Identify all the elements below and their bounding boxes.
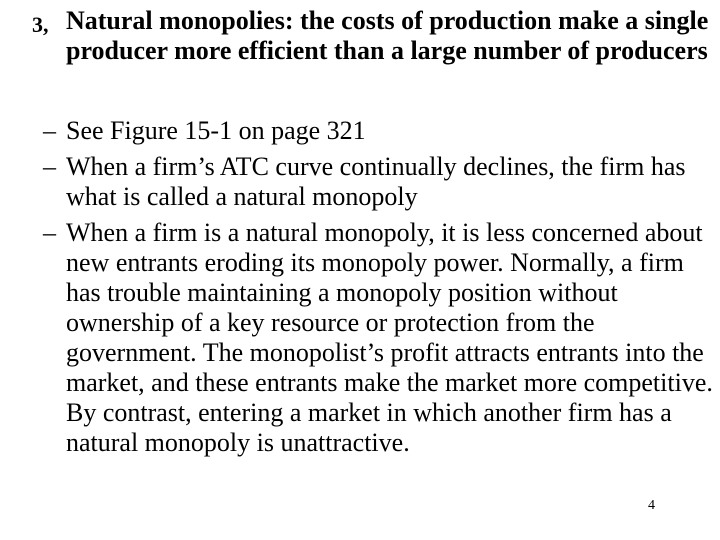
dash-bullet: – [43, 152, 56, 181]
slide-number: 4 [648, 498, 655, 513]
main-point-text: Natural monopolies: the costs of production make a single producer more efficient than a large number of producers [66, 6, 709, 65]
sub-point-list [43, 116, 713, 458]
main-point [32, 6, 712, 66]
sub-point-text: When a firm is a natural monopoly, it is less concerned about new entrants eroding its monopoly power. Normally, a firm has trouble maintaining a monopoly position without ownership of a key resource or protection from the government. The monopolist’s profit attracts entrants into the market, and these entrants make the market more competitive. By contrast, entering a market in which another firm has a natural monopoly is unattractive. [66, 218, 713, 457]
sub-point-text: When a firm’s ATC curve continually declines, the firm has what is called a natural monopoly [66, 152, 686, 211]
dash-bullet: – [43, 218, 56, 247]
sub-point-new-entrants [43, 218, 713, 458]
sub-point-figure-reference [43, 116, 713, 146]
sub-point-text: See Figure 15-1 on page 321 [66, 116, 366, 145]
main-point-number: 3, [32, 12, 49, 37]
dash-bullet: – [43, 116, 56, 145]
sub-point-atc-curve [43, 152, 713, 212]
